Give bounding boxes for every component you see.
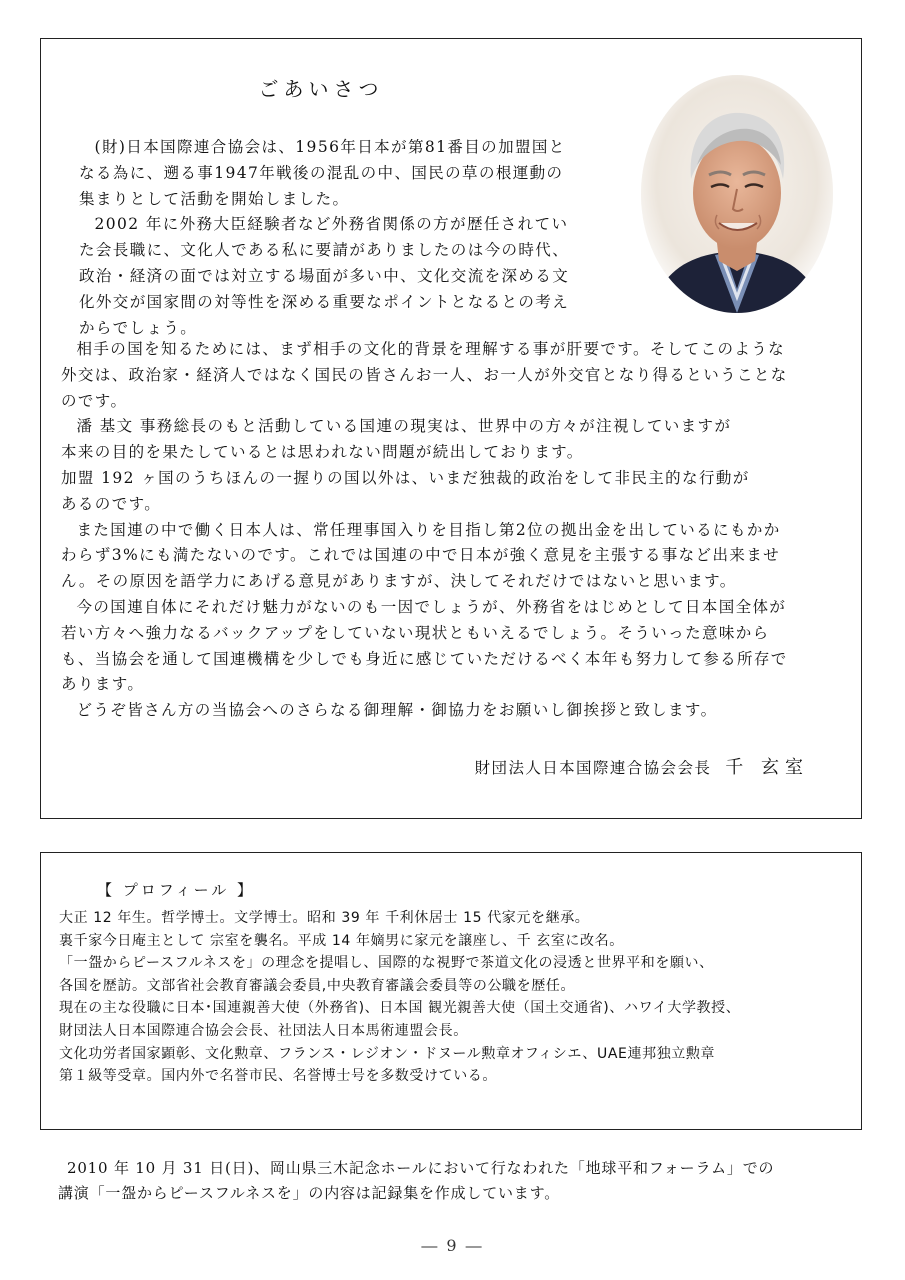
greeting-line: 政治・経済の面では対立する場面が多い中、文化交流を深める文 xyxy=(79,266,570,285)
greeting-line: あるのです。 xyxy=(61,494,162,513)
signature-title: 財団法人日本国際連合協会会長 xyxy=(474,759,712,777)
page-number: ― 9 ― xyxy=(421,1236,484,1255)
profile-line: 各国を歴訪。文部省社会教育審議会委員,中央教育審議会委員等の公職を歴任。 xyxy=(59,977,576,994)
greeting-body xyxy=(61,337,841,724)
profile-section xyxy=(40,852,862,1130)
signature xyxy=(475,753,809,779)
greeting-line: 化外交が国家間の対等性を深める重要なポイントとなるとの考え xyxy=(79,292,570,311)
greeting-section xyxy=(40,38,862,819)
greeting-line: 若い方々へ強力なるバックアップをしていない現状ともいえるでしょう。そういった意味から xyxy=(61,623,770,642)
greeting-intro xyxy=(79,135,609,341)
portrait-illustration xyxy=(641,75,833,313)
greeting-line: 集まりとして活動を開始しました。 xyxy=(79,189,350,208)
profile-line: 財団法人日本国際連合協会会長、社団法人日本馬術連盟会長。 xyxy=(59,1022,468,1039)
greeting-line: 潘 基文 事務総長のもと活動している国連の現実は、世界中の方々が注視していますが xyxy=(76,417,732,436)
profile-text xyxy=(59,907,849,1088)
footnote-line: 講演「一盌からピースフルネスを」の内容は記録集を作成しています。 xyxy=(58,1184,561,1202)
profile-heading: 【 プロフィール 】 xyxy=(97,881,256,899)
greeting-line: も、当協会を通して国連機構を少しでも身近に感じていただけるべく本年も努力して参る所存で xyxy=(61,649,788,668)
greeting-line: 今の国連自体にそれだけ魅力がないのも一因でしょうが、外務省をはじめとして日本国全体が xyxy=(76,597,787,616)
profile-line: 裏千家今日庵主として 宗室を襲名。平成 14 年嫡男に家元を譲座し、千 玄室に改名。 xyxy=(59,932,624,949)
footnote xyxy=(58,1156,858,1206)
greeting-line: た会長職に、文化人である私に要請がありましたのは今の時代、 xyxy=(79,241,570,260)
greeting-line: あります。 xyxy=(61,675,145,694)
greeting-line: からでしょう。 xyxy=(79,318,198,337)
portrait-photo xyxy=(641,75,833,313)
profile-line: 現在の主な役職に日本･国連親善大使（外務省)、日本国 観光親善大使（国土交通省)、ハワイ大学教授、 xyxy=(59,1000,741,1017)
greeting-line: 2002 年に外務大臣経験者など外務省関係の方が歴任されてい xyxy=(94,215,569,234)
greeting-line: 外交は、政治家・経済人ではなく国民の皆さんお一人、お一人が外交官となり得るということな xyxy=(61,365,788,384)
greeting-line: なる為に、遡る事1947年戦後の混乱の中、国民の草の根運動の xyxy=(79,163,564,182)
greeting-line: 本来の目的を果たしているとは思われない問題が続出しております。 xyxy=(61,443,584,462)
greeting-title: ごあいさつ xyxy=(258,77,384,101)
greeting-line: 加盟 192 ヶ国のうちほんの一握りの国以外は、いまだ独裁的政治をして非民主的な行動が xyxy=(61,468,750,487)
profile-line: 第１級等受章。国内外で名誉市民、名誉博士号を多数受けている。 xyxy=(59,1068,497,1085)
greeting-line: ん。その原因を語学力にあげる意見がありますが、決してそれだけではないと思います。 xyxy=(61,572,737,591)
profile-line: 文化功労者国家顕彰、文化勲章、フランス・レジオン・ドヌール勲章オフィシエ、UAE連邦独立勲章 xyxy=(59,1045,716,1062)
greeting-line: わらず3%にも満たないのです。これでは国連の中で日本が強く意見を主張する事など出来ませ xyxy=(61,546,781,565)
greeting-line: どうぞ皆さん方の当協会へのさらなる御理解・御協力をお願いし御挨拶と致します。 xyxy=(76,701,718,720)
greeting-line: のです。 xyxy=(61,391,128,410)
profile-line: 「一盌からピースフルネスを」の理念を提唱し、国際的な視野で茶道文化の浸透と世界平和を願い、 xyxy=(59,955,714,972)
greeting-line: 相手の国を知るためには、まず相手の文化的背景を理解する事が肝要です。そしてこのような xyxy=(76,340,786,358)
signature-name: 千 玄室 xyxy=(725,757,809,778)
footnote-line: 2010 年 10 月 31 日(日)、岡山県三木記念ホールにおいて行なわれた「地球平和フォーラム」での xyxy=(67,1159,775,1177)
greeting-line: (財)日本国際連合協会は、1956年日本が第81番目の加盟国と xyxy=(94,138,566,156)
greeting-line: また国連の中で働く日本人は、常任理事国入りを目指し第2位の拠出金を出しているにもかか xyxy=(76,520,781,539)
profile-line: 大正 12 年生。哲学博士。文学博士。昭和 39 年 千利休居士 15 代家元を継承。 xyxy=(59,910,590,926)
